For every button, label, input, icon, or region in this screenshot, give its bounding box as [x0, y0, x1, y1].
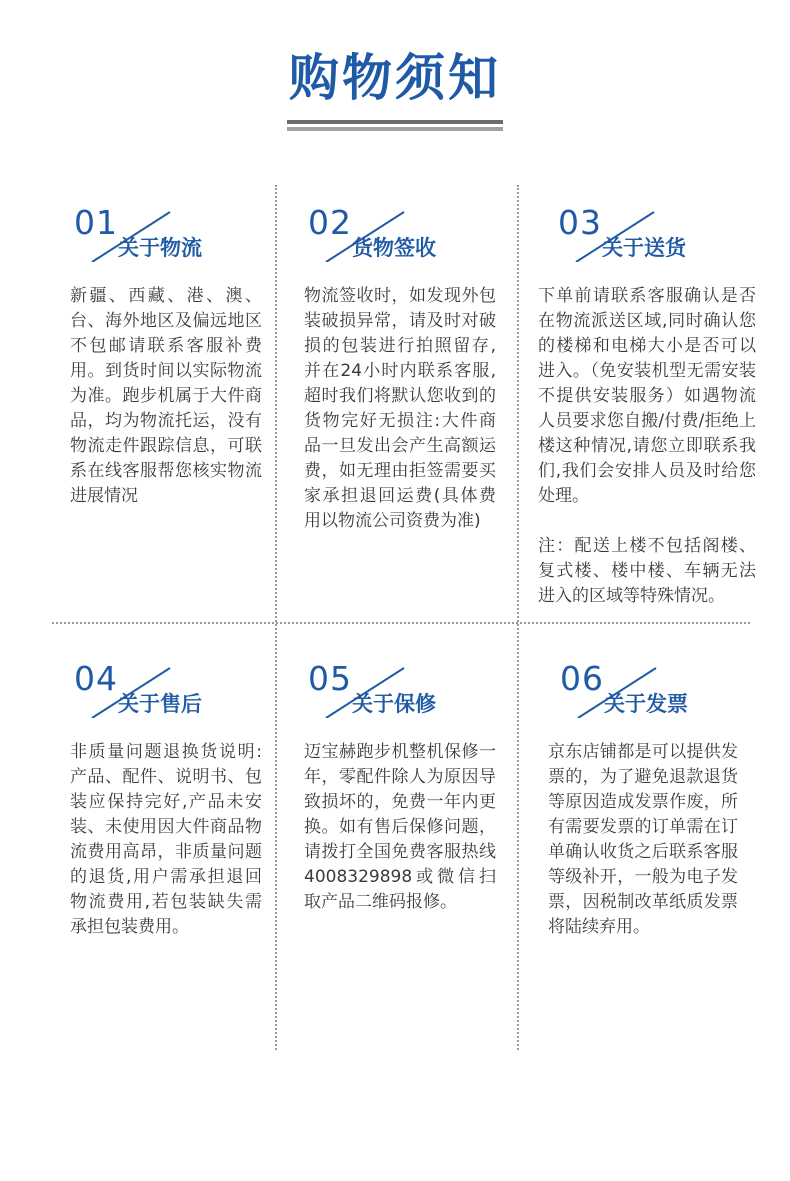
section-heading: 关于保修: [352, 692, 436, 716]
section-body: [70, 740, 262, 940]
section-paragraph: 非质量问题退换货说明:产品、配件、说明书、包装应保持完好,产品未安装、未使用因大件商品物流费用高昂，非质量问题的退货,用户需承担退回物流费用,若包装缺失需承担包装费用。: [70, 742, 262, 937]
page-title: 购物须知: [289, 49, 501, 107]
section-paragraph: 京东店铺都是可以提供发票的，为了避免退款退货等原因造成发票作废，所有需要发票的订单需在订单确认收货之后联系客服等级补开，一般为电子发票，因税制改革纸质发票将陆续弃用。: [548, 742, 738, 937]
section-heading: 关于送货: [602, 236, 686, 260]
divider-vertical-right: [517, 185, 519, 1050]
section-logistics: [52, 204, 274, 614]
title-underline: [287, 120, 503, 132]
title-underline-light: [287, 127, 503, 131]
title-underline-dark: [287, 120, 503, 124]
section-number: 01: [74, 203, 118, 242]
section-body: [70, 284, 262, 509]
section-heading: 关于发票: [604, 692, 688, 716]
section-paragraph: 迈宝赫跑步机整机保修一年，零配件除人为原因导致损坏的，免费一年内更换。如有售后保修问题，请拨打全国免费客服热线4008329898或微信扫取产品二维码报修。: [304, 742, 496, 912]
section-body: [304, 284, 496, 534]
section-number: 03: [558, 203, 602, 242]
divider-horizontal: [52, 622, 750, 624]
section-after-sales: [52, 660, 274, 1050]
section-body: [304, 740, 496, 915]
section-number: 04: [74, 659, 118, 698]
section-warranty: [286, 660, 508, 1050]
section-delivery: [520, 204, 760, 614]
section-body: [548, 740, 738, 940]
section-paragraph: 新疆、西藏、港、澳、台、海外地区及偏远地区不包邮请联系客服补费用。到货时间以实际物流为准。跑步机属于大件商品，均为物流托运，没有物流走件跟踪信息，可联系在线客服帮您核实物流进展情况: [70, 286, 262, 506]
section-number: 02: [308, 203, 352, 242]
section-signing: [286, 204, 508, 614]
section-invoice: [520, 660, 760, 1050]
section-number: 06: [560, 659, 604, 698]
section-body: [538, 284, 756, 609]
section-heading: 关于售后: [118, 692, 202, 716]
section-number: 05: [308, 659, 352, 698]
divider-vertical-left: [275, 185, 277, 1050]
section-note: 注：配送上楼不包括阁楼、复式楼、楼中楼、车辆无法进入的区域等特殊情况。: [538, 536, 756, 606]
section-heading: 关于物流: [118, 236, 202, 260]
section-paragraph: 下单前请联系客服确认是否在物流派送区域,同时确认您的楼梯和电梯大小是否可以进入。（免安装机型无需安装不提供安装服务）如遇物流人员要求您自搬/付费/拒绝上楼这种情况,请您立即联系我们,我们会安排人员及时给您处理。: [538, 286, 756, 506]
section-heading: 货物签收: [352, 236, 436, 260]
section-paragraph: 物流签收时，如发现外包装破损异常，请及时对破损的包装进行拍照留存,并在24小时内联系客服,超时我们将默认您收到的货物完好无损注:大件商品一旦发出会产生高额运费，如无理由拒签需要买家承担退回运费(具体费用以物流公司资费为准): [304, 286, 496, 531]
